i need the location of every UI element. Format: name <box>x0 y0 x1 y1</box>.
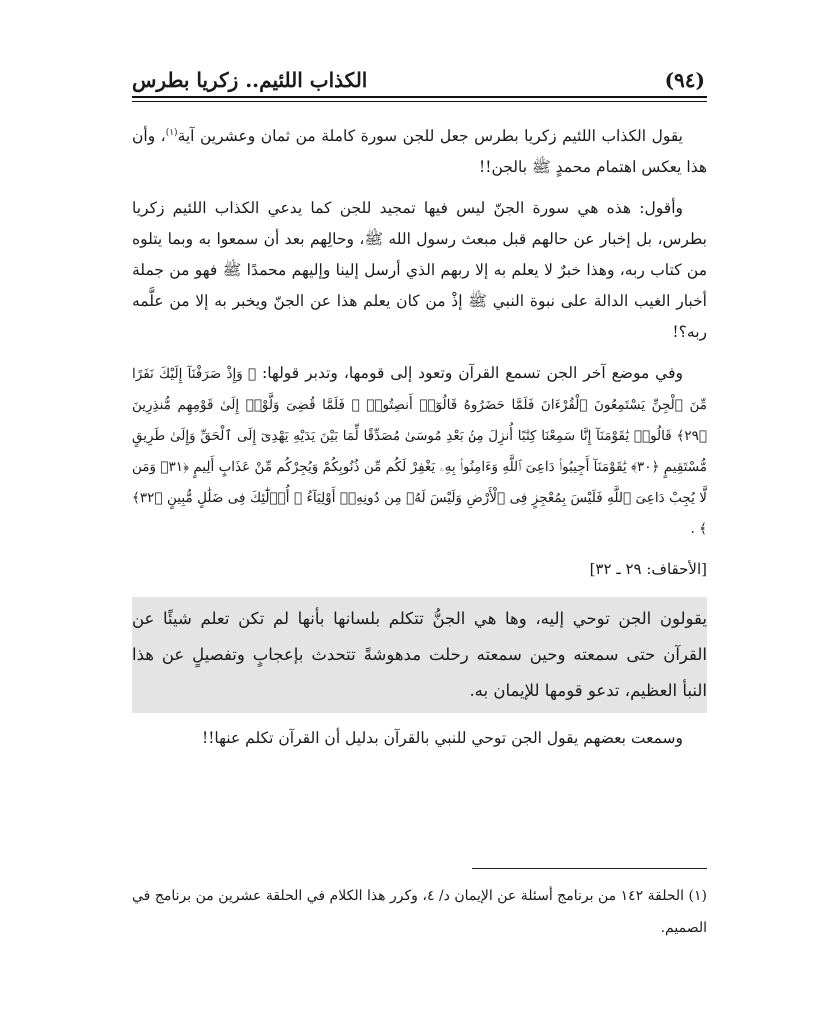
page-number: (٩٤) <box>664 68 705 92</box>
footnote-separator <box>472 868 707 869</box>
footnote <box>132 880 707 944</box>
paragraph-claim <box>132 118 707 183</box>
paragraph-closing: وسمعت بعضهم يقول الجن توحي للنبي بالقرآن بدليل أن القرآن تكلم عنها!! <box>201 729 683 748</box>
footnote-marker[interactable]: (١) <box>165 128 178 138</box>
paragraph-quran-intro: وفي موضع آخر الجن تسمع القرآن وتعود إلى قومها، وتدبر قولها: <box>256 364 683 383</box>
header-rule-thick <box>132 96 707 98</box>
highlighted-paragraph: يقولون الجن توحي إليه، وها هي الجنُّ تتكلم بلسانها بأنها لم تكن تعلم شيئًا عن القرآن حتى سمعته وحين سمعته رحلت مدهوشةً تتحدث بإعجابٍ وتفصيلٍ عن هذا النبأ العظيم، تدعو قومها للإيمان به. <box>132 597 707 713</box>
paragraph-claim-text: يقول الكذاب اللئيم زكريا بطرس جعل للجن سورة كاملة من ثمان وعشرين آية <box>177 127 683 146</box>
quran-verses: ﴿ وَإِذْ صَرَفْنَآ إِلَيْكَ نَفَرًا مِّنَ ٱلْجِنِّ يَسْتَمِعُونَ ٱلْقُرْءَانَ فَلَمَّا حَضَرُوهُ قَالُوٓا۟ أَنصِتُوا۟ ۖ فَلَمَّا قُضِىَ وَلَّوْا۟ إِلَىٰ قَوْمِهِم مُّنذِرِينَ ﴿٢٩﴾ قَالُوا۟ يَٰقَوْمَنَآ إِنَّا سَمِعْنَا كِتَٰبًا أُنزِلَ مِنۢ بَعْدِ مُوسَىٰ مُصَدِّقًا لِّمَا بَيْنَ يَدَيْهِ يَهْدِىٓ إِلَى ٱلْحَقِّ وَإِلَىٰ طَرِيقٍ مُّسْتَقِيمٍ ﴿٣٠﴾ يَٰقَوْمَنَآ أَجِيبُوا۟ دَاعِىَ ٱللَّهِ وَءَامِنُوا۟ بِهِۦ يَغْفِرْ لَكُم مِّن ذُنُوبِكُمْ وَيُجِرْكُم مِّنْ عَذَابٍ أَلِيمٍ ﴿٣١﴾ وَمَن لَّا يُجِبْ دَاعِىَ ٱللَّهِ فَلَيْسَ بِمُعْجِزٍ فِى ٱلْأَرْضِ وَلَيْسَ لَهُۥ مِن دُونِهِۦٓ أَوْلِيَآءُ ۚ أُو۟لَٰٓئِكَ فِى ضَلَٰلٍ مُّبِينٍ ﴿٣٢﴾ ﴾ . <box>132 366 708 538</box>
verse-reference: [الأحقاف: ٢٩ ـ ٣٢] <box>589 560 707 579</box>
running-title: الكذاب اللئيم.. زكريا بطرس <box>132 68 368 92</box>
footnote-text: (١) الحلقة ١٤٢ من برنامج أسئلة عن الإيمان د/ ٤، وكرر هذا الكلام في الحلقة عشرين من برنامج في الصميم. <box>132 888 707 936</box>
page-body <box>132 118 707 764</box>
page-header <box>132 66 707 98</box>
paragraph-quran <box>132 358 707 544</box>
header-rule-thin <box>132 101 707 102</box>
paragraph-reply: وأقول: هذه هي سورة الجنّ ليس فيها تمجيد للجن كما يدعي الكذاب اللئيم زكريا بطرس، بل إخبار عن حالهم قبل مبعث رسول الله ﷺ، وحالِهم بعد أن سمعوا به وبما يتلوه من كتاب ربه، وهذا خبرٌ لا يعلم به إلا ربهم الذي أرسل إلينا وإليهم محمدًا ﷺ فهو من جملة أخبار الغيب الدالة على نبوة النبي ﷺ إذْ من كان يعلم هذا عن الجنّ ويخبر به إلا من علَّمه ربه؟! <box>132 199 707 342</box>
paragraph-claim-end: ، وأن هذا يعكس اهتمام محمدٍ ﷺ بالجن!! <box>132 127 707 177</box>
